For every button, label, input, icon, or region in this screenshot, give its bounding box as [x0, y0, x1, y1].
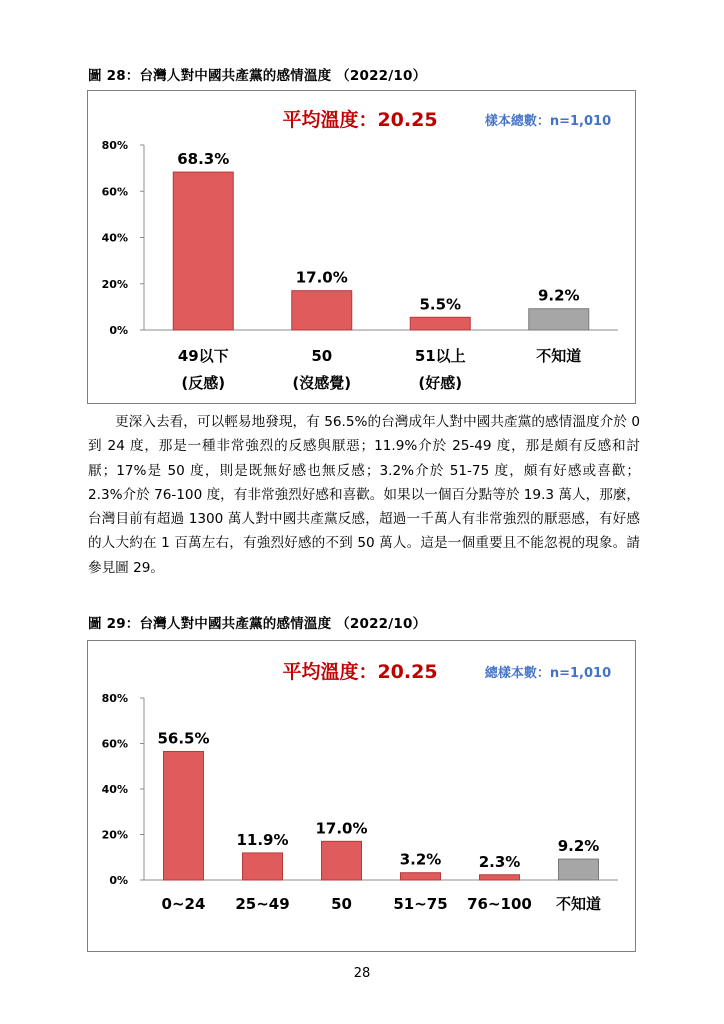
chart-title: 平均溫度：20.25 [282, 109, 438, 131]
figure-29-chart [87, 640, 636, 952]
y-tick-label: 40% [101, 231, 128, 245]
y-tick-label: 0% [109, 324, 128, 337]
y-tick-label: 20% [101, 277, 128, 291]
bar [322, 841, 362, 880]
x-category-label: 不知道 [536, 347, 582, 365]
y-tick-label: 20% [101, 828, 128, 842]
bar-value-label: 2.3% [478, 852, 521, 871]
bar [529, 309, 589, 330]
bar-value-label: 17.0% [295, 268, 348, 287]
x-category-label: (好感) [418, 374, 463, 392]
bar-value-label: 11.9% [236, 830, 289, 849]
bar-value-label: 5.5% [419, 295, 462, 314]
bar [173, 172, 233, 330]
bar [401, 873, 441, 880]
body-paragraph [88, 410, 640, 580]
y-tick-label: 80% [101, 139, 128, 152]
bar [243, 853, 283, 880]
x-category-label: (反感) [181, 374, 226, 392]
y-tick-label: 80% [101, 692, 128, 705]
x-category-label: 76~100 [467, 895, 532, 913]
bar [559, 859, 599, 880]
x-category-label: 50 [311, 347, 333, 365]
bar-value-label: 17.0% [315, 819, 368, 838]
bar-value-label: 68.3% [177, 150, 230, 169]
sample-size-label: 樣本總數：n=1,010 [484, 114, 612, 129]
x-category-label: 0~24 [161, 895, 206, 913]
chart-title: 平均溫度：20.25 [282, 661, 438, 683]
figure-29-svg [88, 641, 635, 951]
figure-29-caption: 圖 29：台灣人對中國共產黨的感情溫度 （2022/10） [88, 616, 427, 632]
bar [292, 291, 352, 330]
y-tick-label: 0% [109, 874, 128, 887]
x-category-label: 49以下 [177, 347, 229, 365]
x-category-label: 25~49 [235, 895, 290, 913]
figure-28-svg [88, 91, 635, 403]
bar [480, 875, 520, 880]
bar-value-label: 56.5% [157, 729, 210, 748]
y-tick-label: 60% [101, 185, 128, 199]
y-tick-label: 60% [101, 737, 128, 751]
x-category-label: 50 [331, 895, 352, 913]
y-tick-label: 40% [101, 783, 128, 796]
figure-28-chart [87, 90, 636, 404]
x-category-label: (沒感覺) [292, 374, 352, 392]
bar-value-label: 3.2% [399, 850, 442, 869]
sample-size-label: 總樣本數：n=1,010 [484, 666, 612, 681]
x-category-label: 51以上 [414, 347, 466, 365]
paragraph-text: 更深入去看，可以輕易地發現，有 56.5%的台灣成年人對中國共產黨的感情溫度介於 0 到 24 度，那是一種非常強烈的反感與厭惡；11.9%介於 25-49 度，那是頗有反感和討厭；17%是 50 度，則是既無好感也無反感；3.2%介於 51-75 度，頗有好感或喜歡；2.3%介於 76-100 度，有非常強烈好感和喜歡。如果以一個百分點等於 19.3 萬人，那麼，台灣目前有超過 1300 萬人對中國共產黨反感，超過一千萬人有非常強烈的厭惡感，有好感的人大約在 1 百萬左右，有強烈好感的不到 50 萬人。這是一個重要且不能忽視的現象。請參見圖 29。 [88, 414, 640, 576]
figure-28-caption: 圖 28：台灣人對中國共產黨的感情溫度 （2022/10） [88, 68, 427, 84]
bar-value-label: 9.2% [557, 837, 600, 856]
bar-value-label: 9.2% [537, 286, 580, 305]
bar [410, 317, 470, 330]
x-category-label: 不知道 [555, 895, 602, 913]
bar [164, 751, 204, 880]
x-category-label: 51~75 [393, 895, 448, 913]
page-number: 28 [353, 966, 371, 981]
